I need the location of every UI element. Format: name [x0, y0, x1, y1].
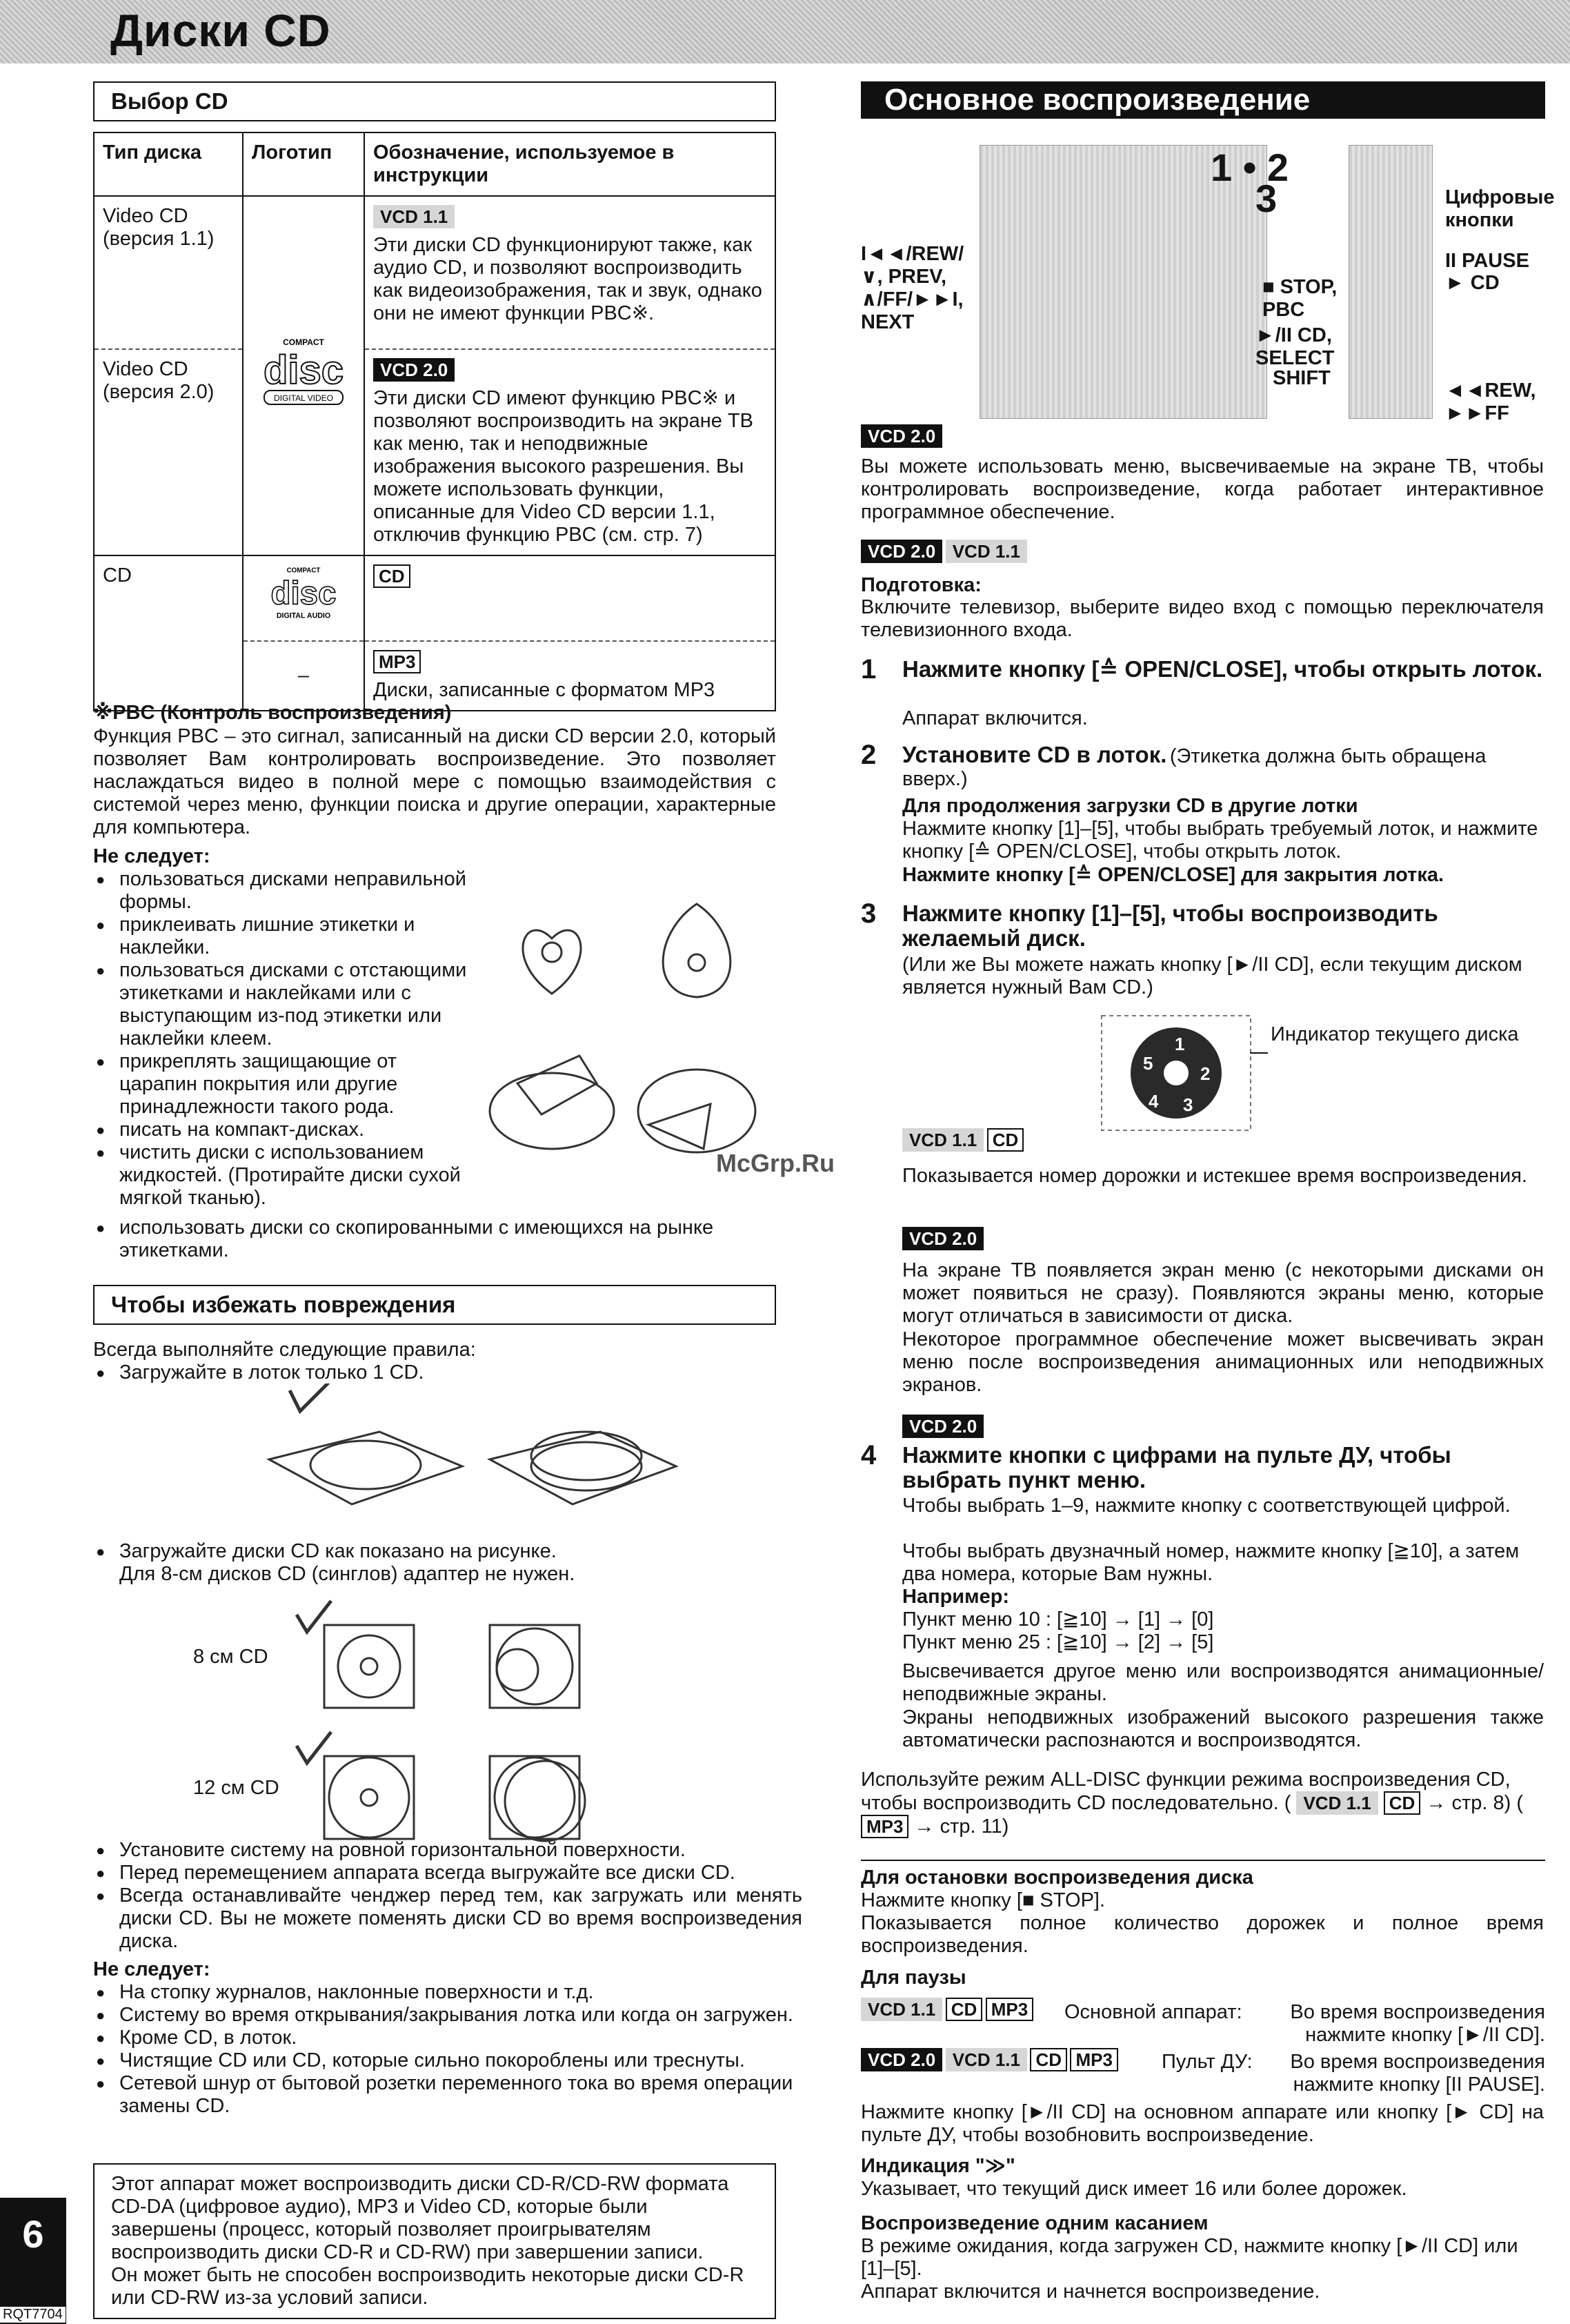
table-row [94, 349, 775, 555]
step-number: 1 [861, 654, 877, 685]
list-item: ● использовать диски со скопированными с имеющихся на рынке этикетками. [119, 1217, 802, 1262]
bad-discs-illustration [476, 876, 766, 1180]
alldisc-paragraph [861, 1769, 1544, 1838]
load-shown-text: Загружайте диски CD как показано на рисунке. [119, 1540, 557, 1562]
dont2-list [93, 1981, 802, 2118]
step-2-title-wrap [902, 742, 1544, 791]
divider [861, 1860, 1545, 1861]
always-text: Всегда выполняйте следующие правила: [93, 1339, 476, 1361]
list-item: ● приклеивать лишние этикетки и наклейки. [119, 914, 478, 959]
logo-disc-text: disc [270, 575, 337, 612]
cd8-label: 8 см CD [193, 1646, 268, 1668]
pause-label: II PAUSE [1445, 250, 1529, 272]
list-item: ● Загружайте в лоток только 1 CD. [119, 1361, 802, 1384]
disc-desc: Эти диски CD имеют функцию PBC※ и позволяют воспроизводить на экране ТВ как меню, так и неподвижные изображения высокого разрешения. Вы можете использовать функции, описанные для Video CD версии 1.1, отключив функцию PBC (см. стр. 7) [373, 387, 753, 546]
prep-text: Включите телевизор, выберите видео вход с помощью переключателя телевизионного входа. [861, 596, 1544, 641]
table-header: Обозначение, используемое в инструкции [364, 132, 775, 196]
digital-buttons-label: Цифровые кнопки [1445, 186, 1555, 231]
step-number: 2 [861, 740, 877, 770]
doc-code: RQT7704 [0, 2307, 66, 2323]
alldisc-ref-1: → стр. 8) ( [1426, 1792, 1523, 1814]
note-text-2: Он может быть не способен воспроизводить некоторые диски CD-R или CD-RW из-за условий записи. [111, 2264, 744, 2309]
table-header: Логотип [243, 132, 364, 196]
note-box [93, 2163, 776, 2319]
tags-row [861, 540, 1027, 563]
pause-remote-label: Пульт ДУ: [1162, 2051, 1253, 2073]
indication-title: Индикация "≫" [861, 2155, 1015, 2177]
vcd11-tag: VCD 1.1 [373, 205, 455, 228]
vcd20-menu-text-2: Некоторое программное обеспечение может высвечивать экран меню после воспроизведения анимационных или неподвижных экранов. [902, 1328, 1544, 1396]
list-item: ● писать на компакт-дисках. [119, 1119, 478, 1141]
compact-disc-video-logo [252, 335, 355, 411]
vcd20-tag-wrap [902, 1227, 984, 1250]
step-sub: (Или же Вы можете нажать кнопку [►/II CD], если текущим диском является нужный Вам CD.) [902, 954, 1522, 998]
vcd20-menu-text: На экране ТВ появляется экран меню (с некоторыми дисками он может появиться не сразу). Появляются экраны меню, которые могут отличаться в зависимости от диска. [902, 1259, 1544, 1327]
vcd11-cd-text: Показывается номер дорожки и истекшее время воспроизведения. [902, 1165, 1527, 1187]
step-sub-bold: Для продолжения загрузки CD в другие лотки [902, 795, 1358, 817]
example-title: Например: [902, 1586, 1010, 1608]
table-header: Тип диска [94, 132, 243, 196]
stop-title: Для остановки воспроизведения диска [861, 1867, 1253, 1889]
pause-remote-text: Во время воспроизведения нажмите кнопку [II PAUSE]. [1290, 2051, 1545, 2096]
label-3: 3 [1255, 177, 1278, 220]
cd-tag: CD [1384, 1791, 1421, 1815]
load-shown-list [93, 1540, 802, 1586]
list-item: ● Кроме CD, в лоток. [119, 2027, 802, 2049]
another-menu-text: Высвечивается другое меню или воспроизводятся анимационные/неподвижные экраны. [902, 1660, 1544, 1705]
step-title-note: (Этикетка должна быть обращена вверх.) [902, 745, 1487, 790]
list-item: ● Систему во время открывания/закрывания лотка или когда он загружен. [119, 2004, 802, 2027]
vcd20-tag: VCD 2.0 [373, 358, 455, 382]
disc-desc-cell [364, 555, 775, 641]
note-text: Этот аппарат может воспроизводить диски CD-R/CD-RW формата CD-DA (цифровое аудио), MP3 и Video CD, которые были завершены (процесс, который позволяет проигрывателям воспроизводить диски CD-R и CD-RW) при завершении записи. [111, 2173, 729, 2263]
list-item: ● чистить диски с использованием жидкостей. (Протирайте диски сухой мягкой тканью). [119, 1141, 478, 1210]
vcd20-tag-wrap [902, 1415, 984, 1438]
mp3-tag: MP3 [373, 650, 421, 673]
disc-number: 4 [1149, 1091, 1159, 1112]
rules-list [93, 1839, 802, 1953]
adapter-text: Для 8-см дисков CD (синглов) адаптер не нужен. [119, 1563, 575, 1585]
disc-number: 1 [1175, 1034, 1185, 1054]
alldisc-text: Используйте режим ALL-DISC функции режима воспроизведения CD, чтобы воспроизводить CD последовательно. ( [861, 1769, 1511, 1814]
disc-desc-cell [364, 641, 775, 711]
vcd20-tag: VCD 2.0 [861, 424, 942, 448]
dont-list [93, 868, 478, 1210]
disc-desc-cell [364, 349, 775, 555]
stop-text-2: Показывается полное количество дорожек и полное время воспроизведения. [861, 1912, 1544, 1957]
onetouch-title: Воспроизведение одним касанием [861, 2212, 1209, 2234]
indicator-label: Индикатор текущего диска [1271, 1023, 1519, 1045]
damage-heading: Чтобы избежать повреждения [93, 1285, 776, 1325]
step-sub: Нажмите кнопку [1]–[5], чтобы выбрать требуемый лоток, и нажмите кнопку [≙ OPEN/CLOSE], чтобы открыть лоток. [902, 818, 1538, 863]
watermark: McGrp.Ru [716, 1149, 835, 1177]
vcd11-tag: VCD 1.1 [946, 540, 1027, 563]
logo-compact-text: COMPACT [286, 567, 321, 575]
vcd20-intro: Вы можете использовать меню, высвечиваемые на экране ТВ, чтобы контролировать воспроизведение, когда работает интерактивное программное обеспечение. [861, 455, 1544, 523]
dont-list-last [93, 1217, 802, 1262]
ff-next-label: ∧/FF/►►I, NEXT [861, 288, 964, 333]
disc-type: CD [94, 555, 243, 711]
logo-audio-text: DIGITAL AUDIO [276, 611, 331, 620]
step-sub-bold-2: Нажмите кнопку [≙ OPEN/CLOSE] для закрытия лотка. [902, 864, 1444, 886]
dont2-title: Не следует: [93, 1958, 210, 1980]
list-item: ● На стопку журналов, наклонные поверхности и т.д. [119, 1981, 802, 2004]
vcd20-tag: VCD 2.0 [902, 1227, 984, 1250]
vcd20-tag: VCD 2.0 [861, 540, 942, 563]
disc-indicator [1100, 1014, 1252, 1132]
step-title: Нажмите кнопку [1]–[5], чтобы воспроизводить желаемый диск. [902, 900, 1438, 951]
disc-type-table [93, 132, 776, 711]
peeling-disc [638, 1070, 755, 1152]
logo-cell: – [243, 641, 364, 711]
disc-number: 5 [1143, 1053, 1153, 1074]
pause-main-tags [861, 1998, 1033, 2021]
logo-cell [243, 196, 364, 555]
select-cd-heading: Выбор CD [93, 81, 776, 121]
vcd11-tag: VCD 1.1 [1296, 1791, 1378, 1815]
disc-desc: Диски, записанные с форматом MP3 [373, 679, 715, 701]
table-row [94, 196, 775, 349]
vcd20-tag-wrap [861, 424, 942, 448]
logo-compact-text: COMPACT [283, 337, 324, 347]
label-1-2: 1 • 2 [1211, 146, 1289, 189]
step-title: Нажмите кнопку [≙ OPEN/CLOSE], чтобы открыть лоток. [902, 656, 1543, 682]
list-item: ● Всегда останавливайте ченджер перед тем, как загружать или менять диски CD. Вы не можете поменять диски CD во время воспроизведения диска. [119, 1884, 802, 1953]
rew-prev-label: I◄◄/REW/∨, PREV, [861, 243, 964, 288]
list-item [119, 1540, 802, 1586]
remote-photo [1349, 145, 1433, 419]
cd-tag: CD [373, 564, 410, 588]
step-sub: Чтобы выбрать 1–9, нажмите кнопку с соответствующей цифрой. [902, 1495, 1511, 1517]
list-item: ● прикреплять защищающие от царапин покрытия или другие принадлежности такого рода. [119, 1050, 478, 1119]
disc-type: Video CD (версия 2.0) [94, 349, 243, 555]
vcd20-tag: VCD 2.0 [902, 1415, 984, 1438]
oval-disc [663, 904, 731, 997]
step-number: 3 [861, 898, 877, 929]
step-title: Нажмите кнопки с цифрами на пульте ДУ, чтобы выбрать пункт меню. [902, 1442, 1451, 1493]
indicator-leader [1250, 1052, 1268, 1054]
play-cd-label: ► CD [1445, 272, 1500, 294]
disc-desc-cell [364, 196, 775, 349]
cd-tag: CD [987, 1128, 1024, 1152]
step-number: 4 [861, 1440, 877, 1470]
tray-correct [269, 1432, 462, 1504]
onetouch-text: В режиме ожидания, когда загружен CD, нажмите кнопку [►/II CD] или [1]–[5]. [861, 2235, 1518, 2280]
vcd11-tag: VCD 1.1 [946, 2048, 1027, 2071]
pause-main-label: Основной аппарат: [1064, 2001, 1242, 2023]
list-item: ● пользоваться дисками с отстающими этикетками и наклейками или с выступающим из-под этикетки или наклейки клеем. [119, 959, 478, 1050]
stop-pbc-label: ■ STOP, PBC [1262, 276, 1338, 321]
cd-size-illustration [283, 1594, 642, 1842]
table-row [94, 555, 775, 641]
prep-title: Подготовка: [861, 574, 982, 596]
list-item: ● Чистящие CD или CD, которые сильно покороблены или треснуты. [119, 2049, 802, 2072]
play-select-label: ►/II CD, SELECT [1255, 324, 1335, 369]
resume-text: Нажмите кнопку [►/II CD] на основном аппарате или кнопку [► CD] на пульте ДУ, чтобы возобновить воспроизведение. [861, 2101, 1544, 2146]
pause-main-text: Во время воспроизведения нажмите кнопку [►/II CD]. [1290, 2001, 1545, 2046]
vcd11-tag: VCD 1.1 [902, 1128, 984, 1152]
vcd20-tag: VCD 2.0 [861, 2048, 942, 2071]
basic-play-heading: Основное воспроизведение [861, 81, 1545, 119]
vcd11-tag: VCD 1.1 [861, 1998, 942, 2021]
page-number: 6 [0, 2198, 66, 2324]
dont-title: Не следует: [93, 845, 210, 867]
compact-disc-audio-logo [252, 564, 355, 627]
example-1: Пункт меню 10 : [≧10] → [1] → [0] [902, 1608, 1214, 1631]
logo-cell [243, 555, 364, 641]
two-digit-text: Чтобы выбрать двузначный номер, нажмите кнопку [≧10], а затем два номера, которые Вам нужны. [902, 1540, 1520, 1585]
disc-number: 3 [1183, 1094, 1193, 1115]
disc-number: 2 [1200, 1063, 1211, 1084]
shift-label: SHIFT [1273, 367, 1331, 389]
logo-disc-text: disc [263, 347, 344, 393]
load-list [93, 1361, 802, 1384]
pause-title: Для паузы [861, 1967, 966, 1989]
cd-tag: CD [1030, 2048, 1067, 2071]
mp3-tag: MP3 [986, 1998, 1033, 2021]
page-title: Диски CD [110, 5, 331, 56]
logo-video-text: DIGITAL VIDEO [273, 393, 334, 403]
pbc-title: ※PBC (Контроль воспроизведения) [93, 702, 452, 724]
indication-text: Указывает, что текущий диск имеет 16 или более дорожек. [861, 2178, 1407, 2200]
stop-text: Нажмите кнопку [■ STOP]. [861, 1889, 1106, 1911]
alldisc-ref-2: → стр. 11) [914, 1815, 1009, 1838]
list-item: ● Сетевой шнур от бытовой розетки переменного тока во время операции замены CD. [119, 2072, 802, 2118]
list-item: ● пользоваться дисками неправильной формы. [119, 868, 478, 914]
list-item: ● Установите систему на ровной горизонтальной поверхности. [119, 1839, 802, 1862]
onetouch-text-2: Аппарат включится и начнется воспроизведение. [861, 2281, 1320, 2303]
example-2: Пункт меню 25 : [≧10] → [2] → [5] [902, 1631, 1214, 1653]
step-title: Установите CD в лоток. [902, 742, 1167, 767]
disc-type: Video CD (версия 1.1) [94, 196, 243, 349]
cd-tag: CD [946, 1998, 983, 2021]
step-sub: Аппарат включится. [902, 707, 1088, 729]
cd12-label: 12 см CD [193, 1777, 279, 1799]
list-item: ● Перед перемещением аппарата всегда выгружайте все диски CD. [119, 1862, 802, 1884]
pbc-text: Функция PBC – это сигнал, записанный на диски CD версии 2.0, который позволяет Вам контролировать воспроизведение. Это позволяет наслаждаться видео в полной мере с помощью взаимодействия с системой через меню, функции поиска и другие операции, характерные для компьютера. [93, 725, 776, 838]
hires-text: Экраны неподвижных изображений высокого разрешения также автоматически распознаются и воспроизводятся. [902, 1706, 1544, 1751]
mp3-tag: MP3 [1070, 2048, 1117, 2071]
pause-remote-tags [861, 2048, 1118, 2071]
rew-ff-label: ◄◄REW, ►►FF [1445, 380, 1536, 424]
tags-row [902, 1128, 1024, 1152]
disc-desc: Эти диски CD функционируют также, как аудио CD, и позволяют воспроизводить как видеоизображения, так и звук, однако они не имеют функции PBC※. [373, 234, 762, 324]
tray-illustration [255, 1383, 683, 1522]
mp3-tag: MP3 [861, 1815, 908, 1838]
